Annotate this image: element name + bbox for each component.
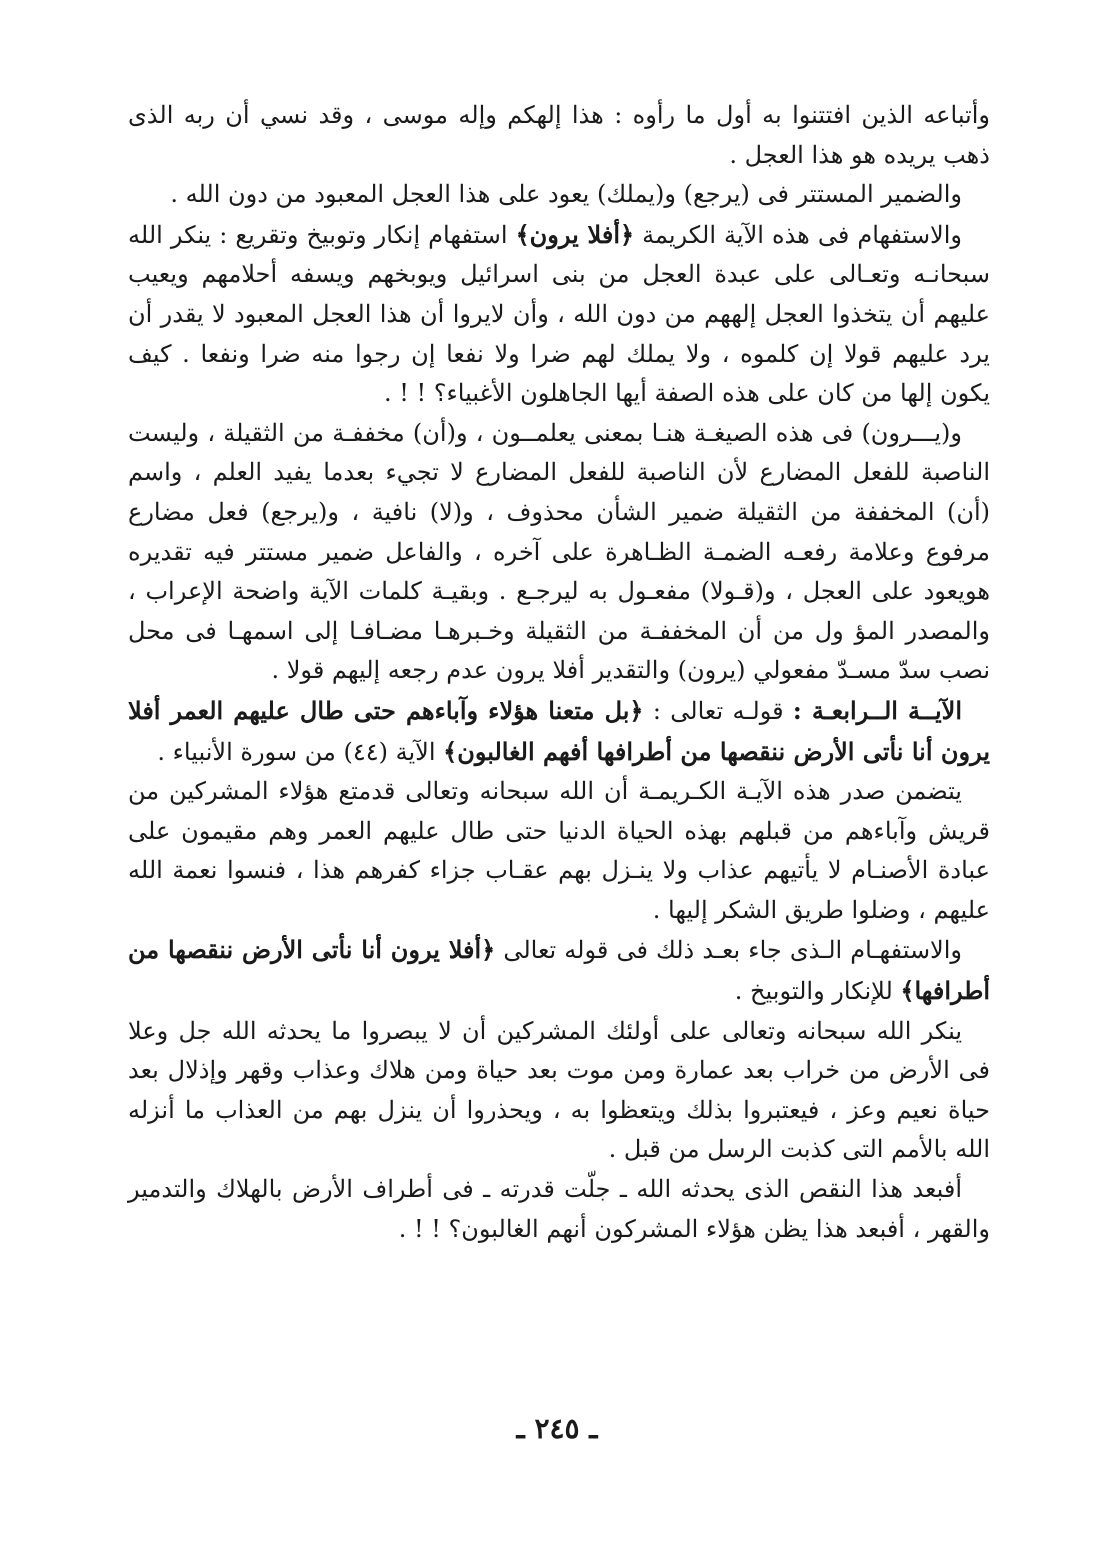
paragraph — [128, 1170, 990, 1249]
text-segment: قولـه تعالى : — [643, 696, 793, 725]
bold-text-segment: الآيــة الــرابعـة : — [792, 695, 962, 725]
paragraph — [128, 691, 990, 772]
bold-text-segment: ﴿بل متعنا هؤلاء وآباءهم حتى طال عليهم العمر أفلا يرون أنا نأتى الأرض ننقصها من أطرافها أفهم الغالبون﴾ — [128, 695, 990, 766]
text-segment: استفهام إنكار وتوبيخ وتقريع : ينكر الله سبحانـه وتعـالى على عبدة العجل من بنى اسرائيل ويوبخهم ويسفه أحلامهم ويعيب عليهم أن يتخذوا العجل إلههم من دون الله ، وأن لايروا أن هذا العجل المعبود لا يقدر أن يرد عليهم قولا إن كلموه ، ولا يملك لهم ضرا ولا نفعا إن رجوا منه ضرا ونفعا . كيف يكون إلها من كان على هذه الصفة أيها الجاهلون الأغبياء؟ ! ! . — [128, 220, 991, 408]
text-segment: للإنكار والتوبيخ . — [734, 977, 901, 1006]
text-segment: والاستفهـام الـذى جاء بعـد ذلك فى قوله تعالى — [495, 936, 963, 965]
text-segment: والاستفهام فى هذه الآية الكريمة — [634, 220, 963, 249]
paragraph — [128, 414, 990, 691]
paragraph — [128, 1012, 990, 1170]
bold-text-segment: ﴿أفلا يرون أنا نأتى الأرض ننقصها من أطرافها﴾ — [128, 935, 990, 1006]
text-segment: والضمير المستتر فى (يرجع) و(يملك) يعود على هذا العجل المعبود من دون الله . — [170, 180, 962, 209]
paragraph — [128, 96, 990, 175]
paragraph — [128, 930, 990, 1011]
page-body — [128, 96, 990, 1249]
text-segment: يتضمن صدر هذه الآيـة الكـريمـة أن الله سبحانه وتعالى قدمتع هؤلاء المشركين من قريش وآباءهم من قبلهم بهذه الحياة الدنيا حتى طال عليهم العمر وهم مقيمون على عبادة الأصنـام لا يأتيهم عذاب ولا ينـزل بهم عقـاب جزاء كفرهم هذا ، فنسوا نعمة الله عليهم ، وضلوا طريق الشكر إليها . — [128, 777, 990, 924]
text-segment: الآية (٤٤) من سورة الأنبياء . — [157, 737, 444, 766]
bold-text-segment: ﴿أفلا يرون﴾ — [515, 219, 635, 249]
paragraph — [128, 175, 990, 215]
paragraph — [128, 772, 990, 930]
text-segment: وأتباعه الذين افتتنوا به أول ما رأوه : هذا إلهكم وإله موسى ، وقد نسي أن ربه الذى ذهب يريده هو هذا العجل . — [128, 101, 990, 169]
text-segment: ينكر الله سبحانه وتعالى على أولئك المشركين أن لا يبصروا ما يحدثه الله جل وعلا فى الأرض من خراب بعد عمارة ومن موت بعد حياة ومن هلاك وعذاب وقهر وإذلال بعد حياة نعيم وعز ، فيعتبروا بذلك ويتعظوا به ، ويحذروا أن ينزل بهم من العذاب ما أنزله الله بالأمم التى كذبت الرسل من قبل . — [128, 1016, 990, 1164]
page-number: ـ ٢٤٥ ـ — [516, 1412, 598, 1445]
text-segment: و(يـــرون) فى هذه الصيغـة هنـا بمعنى يعلمــون ، و(أن) مخففـة من الثقيلة ، وليست الناصبة للفعل المضارع لأن الناصبة للفعل المضارع لا تجيء بعدما يفيد العلم ، واسم (أن) المخففة من الثقيلة ضمير الشأن محذوف ، و(لا) نافية ، و(يرجع) فعل مضارع مرفوع وعلامة رفعـه الضمـة الظـاهرة على آخره ، والفاعل ضمير مستتر فيه تقديره هويعود على العجل ، و(قـولا) مفعـول به ليرجـع . وبقيـة كلمات الآية واضحة الإعراب ، والمصدر المؤ ول من أن المخففـة من الثقيلة وخـبرهـا مضـافـا إلى اسمهـا فى محل نصب سدّ مسـدّ مفعولي (يرون) والتقدير أفلا يرون عدم رجعه إليهم قولا . — [128, 418, 991, 685]
text-segment: أفبعد هذا النقص الذى يحدثه الله ـ جلّت قدرته ـ فى أطراف الأرض بالهلاك والتدمير والقهر ، أفبعد هذا يظن هؤلاء المشركون أنهم الغالبون؟ ! ! . — [128, 1175, 990, 1243]
paragraph — [128, 215, 990, 414]
